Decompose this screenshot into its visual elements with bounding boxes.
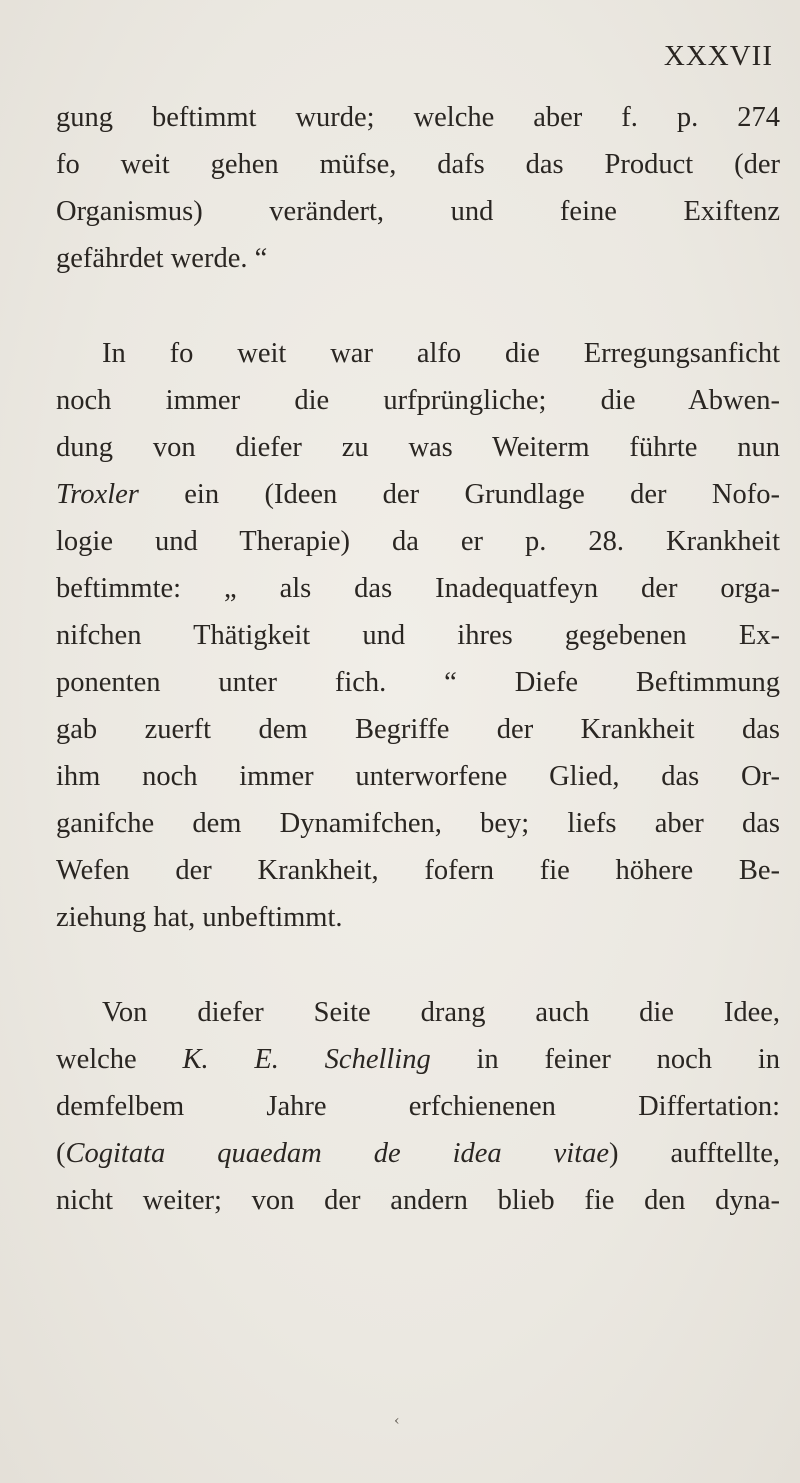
page-number: XXXVII bbox=[663, 40, 773, 72]
text-segment: noch immer die urfprüngliche; die Abwen- bbox=[56, 385, 780, 416]
text-segment: gab zuerft dem Begriffe der Krankheit das bbox=[56, 714, 780, 745]
text-line bbox=[56, 518, 780, 565]
text-segment: beftimmte: „ als das Inadequatfeyn der orga- bbox=[56, 573, 780, 604]
text-line bbox=[56, 1036, 780, 1083]
text-line bbox=[56, 235, 780, 282]
text-segment: fo weit gehen müfse, dafs das Product (der bbox=[56, 149, 780, 180]
text-line bbox=[56, 377, 780, 424]
text-segment: ( bbox=[56, 1138, 66, 1169]
text-line bbox=[56, 1083, 780, 1130]
text-line bbox=[56, 565, 780, 612]
text-segment: In fo weit war alfo die Erregungsanficht bbox=[102, 338, 780, 369]
text-segment: ponenten unter fich. “ Diefe Beftimmung bbox=[56, 667, 780, 698]
text-line bbox=[56, 659, 780, 706]
text-segment: gefährdet werde. “ bbox=[56, 243, 268, 274]
text-line bbox=[56, 188, 780, 235]
text-line bbox=[56, 612, 780, 659]
text-line bbox=[56, 800, 780, 847]
text-line bbox=[56, 471, 780, 518]
text-line bbox=[56, 753, 780, 800]
text-segment: Organismus) verändert, und feine Exiftenz bbox=[56, 196, 780, 227]
italic-name: K. E. Schelling bbox=[182, 1044, 431, 1075]
text-segment: nicht weiter; von der andern blieb fie den dyna- bbox=[56, 1185, 780, 1216]
italic-name: Troxler bbox=[56, 479, 139, 510]
text-segment: welche bbox=[56, 1044, 183, 1075]
text-segment: ein (Ideen der Grundlage der Nofo- bbox=[138, 479, 780, 510]
text-line bbox=[56, 706, 780, 753]
text-line bbox=[56, 1177, 780, 1224]
text-line bbox=[56, 94, 780, 141]
text-segment: ziehung hat, unbeftimmt. bbox=[56, 902, 343, 933]
paragraph-gap bbox=[56, 282, 780, 330]
text-segment: in feiner noch in bbox=[430, 1044, 780, 1075]
text-segment: Von diefer Seite drang auch die Idee, bbox=[102, 997, 780, 1028]
text-line bbox=[56, 847, 780, 894]
text-segment: gung beftimmt wurde; welche aber f. p. 274 bbox=[56, 102, 780, 133]
italic-name: Cogitata quaedam de idea vitae bbox=[65, 1138, 610, 1169]
text-segment: ganifche dem Dynamifchen, bey; liefs aber das bbox=[56, 808, 780, 839]
text-segment: Wefen der Krankheit, fofern fie höhere Be- bbox=[56, 855, 780, 886]
body-text bbox=[56, 94, 780, 1224]
text-segment: ) aufftellte, bbox=[609, 1138, 780, 1169]
text-line bbox=[56, 894, 780, 941]
text-line bbox=[56, 141, 780, 188]
text-line bbox=[56, 989, 780, 1036]
text-segment: demfelbem Jahre erfchienenen Differtation: bbox=[56, 1091, 780, 1122]
text-segment: nifchen Thätigkeit und ihres gegebenen Ex- bbox=[56, 620, 780, 651]
text-segment: dung von diefer zu was Weiterm führte nun bbox=[56, 432, 780, 463]
text-line bbox=[56, 1130, 780, 1177]
text-segment: logie und Therapie) da er p. 28. Krankheit bbox=[56, 526, 780, 557]
paragraph-gap bbox=[56, 941, 780, 989]
text-line bbox=[56, 424, 780, 471]
printer-mark: ‹ bbox=[394, 1413, 400, 1429]
text-segment: ihm noch immer unterworfene Glied, das Or- bbox=[56, 761, 780, 792]
text-line bbox=[56, 330, 780, 377]
